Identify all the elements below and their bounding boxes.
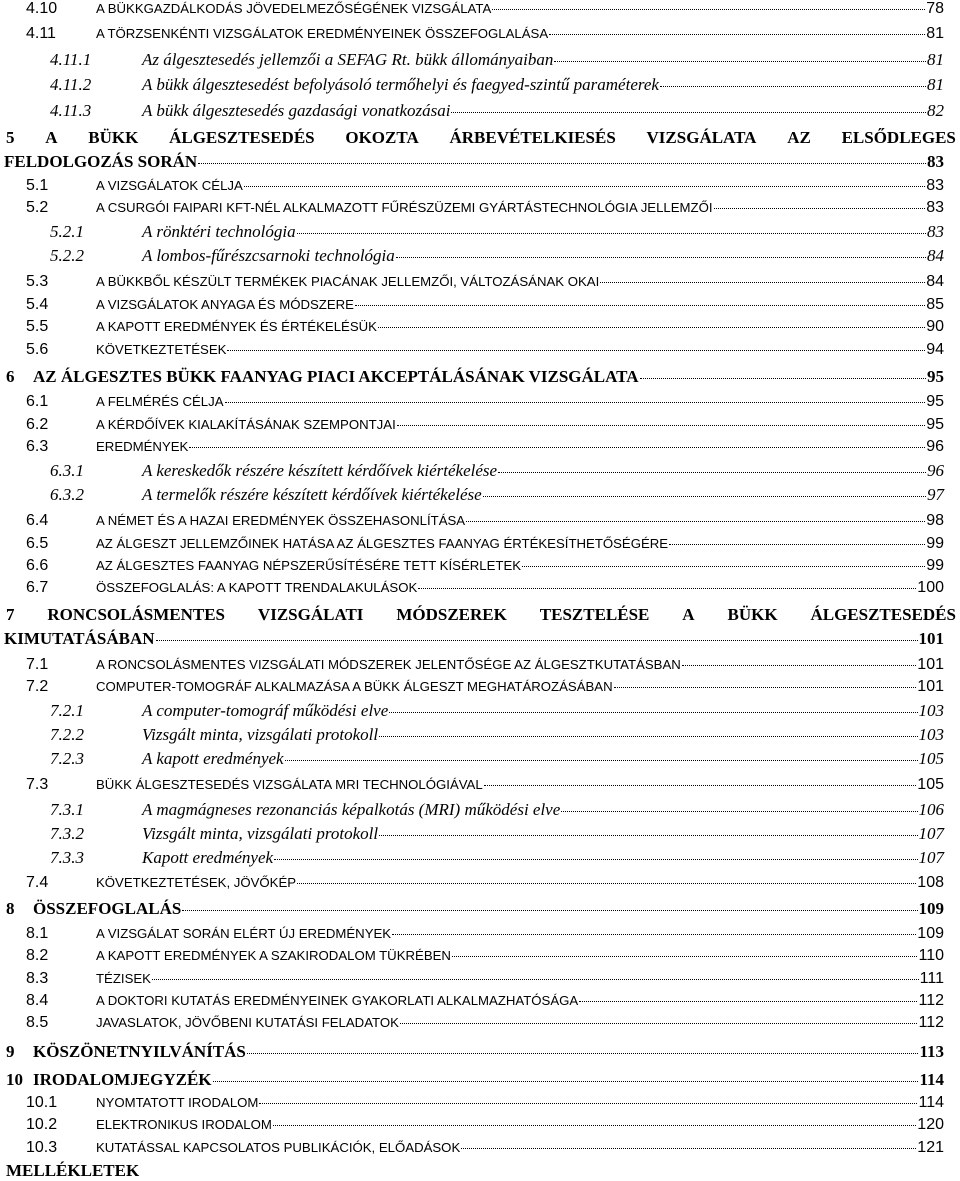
entry-title: A VIZSGÁLAT SORÁN ELÉRT ÚJ EREDMÉNYEK — [96, 926, 392, 941]
dot-leader — [379, 835, 917, 836]
toc-entry-level3[interactable] — [50, 101, 944, 121]
entry-title-word: AZ — [787, 128, 811, 147]
dot-leader — [600, 282, 925, 283]
entry-page: 103 — [918, 701, 944, 720]
entry-number: 5.3 — [26, 273, 49, 290]
dot-leader — [225, 402, 926, 403]
entry-title: A bükk álgesztesedést befolyásoló termőhelyi és faegyed-szintű paraméterek — [142, 75, 659, 94]
entry-page: 83 — [927, 152, 944, 171]
entry-page: 83 — [927, 222, 944, 241]
entry-number: 5.4 — [26, 296, 49, 313]
toc-entry-level2[interactable] — [26, 656, 944, 674]
entry-title-word: ÁLGESZTESEDÉS — [169, 128, 315, 147]
toc-entry-level1[interactable] — [6, 605, 956, 625]
dot-leader — [452, 956, 918, 957]
dot-leader — [274, 859, 917, 860]
entry-title: A BÜKKGAZDÁLKODÁS JÖVEDELMEZŐSÉGÉNEK VIZSGÁLATA — [96, 1, 492, 16]
entry-title: A RONCSOLÁSMENTES VIZSGÁLATI MÓDSZEREK JELENTŐSÉGE AZ ÁLGESZTKUTATÁSBAN — [96, 657, 681, 672]
entry-number: 6.2 — [26, 416, 49, 433]
toc-entry-level2[interactable] — [26, 512, 944, 530]
toc-entry-level2[interactable] — [26, 1116, 944, 1134]
entry-number: 8.2 — [26, 947, 49, 964]
entry-title: Vizsgált minta, vizsgálati protokoll — [142, 725, 379, 744]
dot-leader — [247, 1053, 919, 1054]
entry-number: 10 — [6, 1070, 23, 1089]
entry-number: 10.3 — [26, 1139, 58, 1156]
entry-title: KUTATÁSSAL KAPCSOLATOS PUBLIKÁCIÓK, ELŐADÁSOK — [96, 1140, 461, 1155]
entry-number: 5.2.2 — [50, 246, 84, 265]
entry-number: 7.1 — [26, 656, 49, 673]
entry-title: KIMUTATÁSÁBAN — [4, 629, 155, 648]
entry-title-word: A — [45, 128, 58, 147]
entry-title: A FELMÉRÉS CÉLJA — [96, 394, 224, 409]
entry-number: 8.5 — [26, 1014, 49, 1031]
dot-leader — [522, 566, 925, 567]
toc-entry-level2[interactable] — [26, 535, 944, 553]
entry-page: 98 — [926, 512, 944, 529]
entry-page: 114 — [919, 1070, 944, 1089]
entry-page: 96 — [927, 461, 944, 480]
entry-number: 4.11.2 — [50, 75, 92, 94]
entry-number: 8.4 — [26, 992, 49, 1009]
entry-page: 83 — [926, 199, 944, 216]
entry-page: 90 — [926, 318, 944, 335]
toc-entry-level2[interactable] — [26, 992, 944, 1010]
toc-appendix-heading[interactable] — [6, 1161, 139, 1181]
entry-page: 103 — [918, 725, 944, 744]
entry-number: 6.4 — [26, 512, 49, 529]
toc-entry-level3[interactable] — [50, 75, 944, 95]
entry-title-word: RONCSOLÁSMENTES — [47, 605, 226, 624]
toc-entry-level2[interactable] — [26, 438, 944, 456]
toc-entry-level2[interactable] — [26, 318, 944, 336]
entry-page: 99 — [926, 557, 944, 574]
dot-leader — [397, 425, 925, 426]
entry-title-word: BÜKK — [88, 128, 139, 147]
entry-page: 95 — [926, 393, 944, 410]
entry-page: 107 — [918, 848, 944, 867]
dot-leader — [259, 1103, 917, 1104]
dot-leader — [492, 9, 925, 10]
entry-number: 6.7 — [26, 579, 49, 596]
entry-number: 6.3.1 — [50, 461, 84, 480]
toc-entry-level3[interactable] — [50, 800, 944, 820]
entry-title: JAVASLATOK, JÖVŐBENI KUTATÁSI FELADATOK — [96, 1015, 399, 1030]
entry-title: NYOMTATOTT IRODALOM — [96, 1095, 259, 1110]
entry-number: 8.3 — [26, 970, 49, 987]
toc-entry-level2[interactable] — [26, 0, 944, 18]
entry-title: Kapott eredmények — [142, 848, 274, 867]
entry-number: 7.2 — [26, 678, 49, 695]
entry-page: 81 — [927, 50, 944, 69]
entry-number: 6.3 — [26, 438, 49, 455]
dot-leader — [389, 712, 917, 713]
entry-title: A VIZSGÁLATOK CÉLJA — [96, 178, 243, 193]
dot-leader — [198, 163, 926, 164]
dot-leader — [355, 305, 925, 306]
toc-entry-level2[interactable] — [26, 970, 944, 988]
dot-leader — [579, 1001, 917, 1002]
dot-leader — [498, 472, 926, 473]
entry-title-word: OKOZTA — [345, 128, 419, 147]
entry-page: 107 — [918, 824, 944, 843]
entry-title: A computer-tomográf működési elve — [142, 701, 389, 720]
toc-entry-level1[interactable] — [6, 367, 944, 387]
entry-number: 10.1 — [26, 1094, 58, 1111]
entry-number: 7.3.2 — [50, 824, 84, 843]
toc-entry-level1[interactable] — [6, 899, 944, 919]
entry-number: 7.3.3 — [50, 848, 84, 867]
toc-entry-level2[interactable] — [26, 177, 944, 195]
entry-number: 4.11 — [26, 25, 56, 42]
toc-entry-level3[interactable] — [50, 848, 944, 868]
dot-leader — [484, 785, 917, 786]
entry-title: A TÖRZSENKÉNTI VIZSGÁLATOK EREDMÉNYEINEK ÖSSZEFOGLALÁSA — [96, 26, 549, 41]
entry-page: 84 — [927, 246, 944, 265]
dot-leader — [273, 1125, 916, 1126]
entry-page: 110 — [918, 947, 944, 964]
entry-page: 85 — [926, 296, 944, 313]
toc-entry-level3[interactable] — [50, 222, 944, 242]
toc-entry-level2[interactable] — [26, 874, 944, 892]
toc-entry-level2[interactable] — [26, 947, 944, 965]
toc-entry-level1-continuation[interactable] — [4, 152, 944, 172]
toc-entry-level2[interactable] — [26, 341, 944, 359]
dot-leader — [378, 327, 925, 328]
entry-page: 111 — [919, 970, 944, 987]
toc-entry-level1-continuation[interactable] — [4, 629, 944, 649]
dot-leader — [466, 521, 925, 522]
entry-number: 7.3.1 — [50, 800, 84, 819]
entry-title: KÖVETKEZTETÉSEK — [96, 342, 227, 357]
entry-page: 94 — [926, 341, 944, 358]
toc-entry-level2[interactable] — [26, 579, 944, 597]
entry-page: 96 — [926, 438, 944, 455]
entry-page: 84 — [926, 273, 944, 290]
entry-title: A CSURGÓI FAIPARI KFT-NÉL ALKALMAZOTT FŰRÉSZÜZEMI GYÁRTÁSTECHNOLÓGIA JELLEMZŐI — [96, 200, 713, 215]
dot-leader — [614, 687, 917, 688]
dot-leader — [669, 544, 925, 545]
dot-leader — [285, 760, 918, 761]
toc-entry-level2[interactable] — [26, 296, 944, 314]
entry-title-word: A — [682, 605, 695, 624]
entry-title: TÉZISEK — [96, 971, 151, 986]
entry-number: 5 — [6, 128, 15, 147]
dot-leader — [561, 811, 917, 812]
entry-number: 6 — [6, 367, 15, 386]
entry-title: A rönktéri technológia — [142, 222, 296, 241]
toc-entry-level2[interactable] — [26, 776, 944, 794]
entry-title-word: ÁLGESZTESEDÉS — [810, 605, 956, 624]
entry-page: 101 — [917, 678, 944, 695]
toc-entry-level2[interactable] — [26, 925, 944, 943]
dot-leader — [714, 208, 926, 209]
dot-leader — [640, 378, 926, 379]
entry-title: Az álgesztesedés jellemzői a SEFAG Rt. bükk állományaiban — [142, 50, 554, 69]
dot-leader — [451, 112, 926, 113]
dot-leader — [400, 1023, 918, 1024]
dot-leader — [549, 34, 925, 35]
entry-page: 113 — [919, 1042, 944, 1061]
entry-number: 7.2.3 — [50, 749, 84, 768]
entry-title: ELEKTRONIKUS IRODALOM — [96, 1117, 272, 1132]
entry-page: 95 — [927, 367, 944, 386]
entry-title: A bükk álgesztesedés gazdasági vonatkozásai — [142, 101, 451, 120]
entry-number: 5.5 — [26, 318, 49, 335]
toc-entry-level3[interactable] — [50, 725, 944, 745]
entry-page: 106 — [918, 800, 944, 819]
dot-leader — [182, 910, 917, 911]
dot-leader — [418, 588, 916, 589]
entry-number: 8 — [6, 899, 15, 918]
toc-entry-level2[interactable] — [26, 25, 944, 43]
entry-title-word: VIZSGÁLATI — [257, 605, 364, 624]
entry-title: KÖSZÖNETNYILVÁNÍTÁS — [33, 1042, 246, 1061]
toc-entry-level2[interactable] — [26, 273, 944, 291]
entry-title: ÖSSZEFOGLALÁS: A KAPOTT TRENDALAKULÁSOK — [96, 580, 418, 595]
dot-leader — [392, 934, 916, 935]
entry-number: 7.2.2 — [50, 725, 84, 744]
entry-number: 7.3 — [26, 776, 49, 793]
dot-leader — [227, 350, 925, 351]
dot-leader — [461, 1148, 916, 1149]
entry-number: 5.2.1 — [50, 222, 84, 241]
entry-title-word: ÁRBEVÉTELKIESÉS — [449, 128, 616, 147]
entry-page: 120 — [917, 1116, 944, 1133]
dot-leader — [682, 665, 917, 666]
entry-page: 97 — [927, 485, 944, 504]
entry-title: EREDMÉNYEK — [96, 439, 189, 454]
entry-title-word: BÜKK — [727, 605, 778, 624]
entry-page: 101 — [918, 629, 944, 648]
dot-leader — [213, 1081, 919, 1082]
toc-entry-level2[interactable] — [26, 416, 944, 434]
entry-page: 82 — [927, 101, 944, 120]
entry-title: ÖSSZEFOGLALÁS — [33, 899, 182, 918]
entry-title: A KÉRDŐÍVEK KIALAKÍTÁSÁNAK SZEMPONTJAI — [96, 417, 396, 432]
entry-number: 4.11.1 — [50, 50, 92, 69]
entry-title: A termelők részére készített kérdőívek kiértékelése — [142, 485, 482, 504]
entry-number: 6.1 — [26, 393, 49, 410]
entry-page: 121 — [917, 1139, 944, 1156]
entry-page: 105 — [918, 749, 944, 768]
entry-title: A VIZSGÁLATOK ANYAGA ÉS MÓDSZERE — [96, 297, 354, 312]
toc-entry-level3[interactable] — [50, 749, 944, 769]
entry-title: AZ ÁLGESZT JELLEMZŐINEK HATÁSA AZ ÁLGESZTES FAANYAG ÉRTÉKESÍTHETŐSÉGÉRE — [96, 536, 669, 551]
entry-page: 109 — [918, 899, 944, 918]
toc-entry-level2[interactable] — [26, 199, 944, 217]
toc-entry-level3[interactable] — [50, 461, 944, 481]
entry-number: 7.4 — [26, 874, 49, 891]
entry-page: 100 — [917, 579, 944, 596]
entry-page: 108 — [917, 874, 944, 891]
dot-leader — [379, 736, 917, 737]
dot-leader — [554, 61, 926, 62]
entry-title: BÜKK ÁLGESZTESEDÉS VIZSGÁLATA MRI TECHNOLÓGIÁVAL — [96, 777, 483, 792]
entry-page: 112 — [918, 1014, 944, 1031]
dot-leader — [156, 640, 918, 641]
toc-entry-level2[interactable] — [26, 393, 944, 411]
entry-title: IRODALOMJEGYZÉK — [33, 1070, 212, 1089]
toc-entry-level2[interactable] — [26, 678, 944, 696]
entry-number: 5.2 — [26, 199, 49, 216]
entry-title: A KAPOTT EREDMÉNYEK ÉS ÉRTÉKELÉSÜK — [96, 319, 377, 334]
entry-number: 7.2.1 — [50, 701, 84, 720]
entry-number: 5.1 — [26, 177, 49, 194]
entry-title: COMPUTER-TOMOGRÁF ALKALMAZÁSA A BÜKK ÁLGESZT MEGHATÁROZÁSÁBAN — [96, 679, 613, 694]
dot-leader — [396, 257, 926, 258]
entry-title: A DOKTORI KUTATÁS EREDMÉNYEINEK GYAKORLATI ALKALMAZHATÓSÁGA — [96, 993, 579, 1008]
entry-number: 4.10 — [26, 0, 58, 17]
entry-page: 81 — [927, 75, 944, 94]
toc-entry-level3[interactable] — [50, 824, 944, 844]
entry-title-word: TESZTELÉSE — [539, 605, 650, 624]
entry-title-word: MÓDSZEREK — [396, 605, 507, 624]
entry-title: FELDOLGOZÁS SORÁN — [4, 152, 198, 171]
entry-title: A lombos-fűrészcsarnoki technológia — [142, 246, 395, 265]
entry-number: 9 — [6, 1042, 15, 1061]
entry-title: AZ ÁLGESZTES BÜKK FAANYAG PIACI AKCEPTÁLÁSÁNAK VIZSGÁLATA — [33, 367, 639, 386]
entry-page: 99 — [926, 535, 944, 552]
entry-number: 7 — [6, 605, 15, 624]
entry-number: 6.3.2 — [50, 485, 84, 504]
entry-page: 101 — [917, 656, 944, 673]
toc-entry-level1[interactable] — [6, 128, 956, 148]
entry-title: A kereskedők részére készített kérdőívek kiértékelése — [142, 461, 498, 480]
dot-leader — [189, 447, 925, 448]
entry-number: 10.2 — [26, 1116, 58, 1133]
dot-leader — [483, 496, 926, 497]
toc-entry-level2[interactable] — [26, 1014, 944, 1032]
entry-page: 78 — [926, 0, 944, 17]
entry-number: 5.6 — [26, 341, 49, 358]
dot-leader — [152, 979, 919, 980]
entry-title: A KAPOTT EREDMÉNYEK A SZAKIRODALOM TÜKRÉBEN — [96, 948, 451, 963]
entry-number: 8.1 — [26, 925, 49, 942]
entry-title: A NÉMET ÉS A HAZAI EREDMÉNYEK ÖSSZEHASONLÍTÁSA — [96, 513, 466, 528]
toc-entry-level3[interactable] — [50, 485, 944, 505]
entry-title: A BÜKKBŐL KÉSZÜLT TERMÉKEK PIACÁNAK JELLEMZŐI, VÁLTOZÁSÁNAK OKAI — [96, 274, 600, 289]
entry-title: AZ ÁLGESZTES FAANYAG NÉPSZERŰSÍTÉSÉRE TETT KÍSÉRLETEK — [96, 558, 522, 573]
dot-leader — [660, 86, 926, 87]
toc-entry-level1[interactable] — [6, 1042, 944, 1062]
entry-title: KÖVETKEZTETÉSEK, JÖVŐKÉP — [96, 875, 297, 890]
entry-title: Vizsgált minta, vizsgálati protokoll — [142, 824, 379, 843]
entry-title: A magmágneses rezonanciás képalkotás (MRI) működési elve — [142, 800, 561, 819]
entry-page: 114 — [918, 1094, 944, 1111]
entry-page: 105 — [917, 776, 944, 793]
toc-entry-level2[interactable] — [26, 557, 944, 575]
entry-number: 6.6 — [26, 557, 49, 574]
entry-title-word: ELSŐDLEGES — [841, 128, 956, 147]
toc-entry-level3[interactable] — [50, 50, 944, 70]
entry-page: 81 — [926, 25, 944, 42]
entry-number: 4.11.3 — [50, 101, 92, 120]
toc-entry-level3[interactable] — [50, 701, 944, 721]
entry-page: 109 — [917, 925, 944, 942]
dot-leader — [244, 186, 925, 187]
entry-page: 95 — [926, 416, 944, 433]
toc-entry-level2[interactable] — [26, 1139, 944, 1157]
toc-entry-level1[interactable] — [6, 1070, 944, 1090]
entry-title: A kapott eredmények — [142, 749, 284, 768]
toc-entry-level2[interactable] — [26, 1094, 944, 1112]
appendix-title: MELLÉKLETEK — [6, 1161, 140, 1180]
entry-page: 112 — [918, 992, 944, 1009]
dot-leader — [297, 233, 926, 234]
dot-leader — [297, 883, 916, 884]
entry-page: 83 — [926, 177, 944, 194]
entry-number: 6.5 — [26, 535, 49, 552]
toc-entry-level3[interactable] — [50, 246, 944, 266]
entry-title-word: VIZSGÁLATA — [646, 128, 757, 147]
